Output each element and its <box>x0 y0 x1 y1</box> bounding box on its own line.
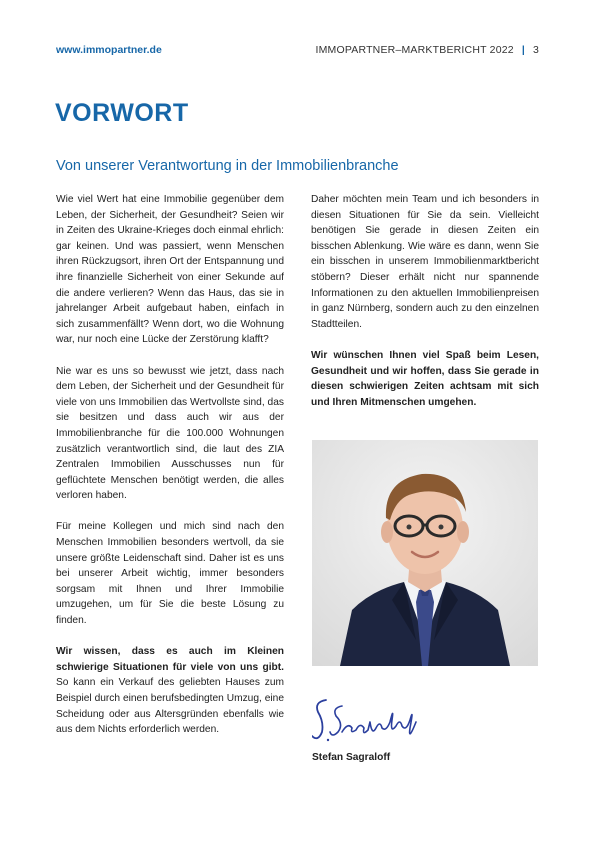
portrait-illustration <box>312 440 538 666</box>
header-separator: | <box>521 44 525 56</box>
running-header <box>315 44 539 56</box>
paragraph-4 <box>56 644 284 738</box>
paragraph-3: Für meine Kollegen und mich sind nach den Menschen Immobilien besonders wertvoll, da sie unsere größte Leidenschaft sind. Daher ist es uns bei unserer Arbeit wichtig, immer besonders sorgsam mit Ihnen und Ihrer Immobilie umzugehen, um für Sie die beste Lösung zu finden. <box>56 521 284 627</box>
paragraph-4-body: So kann ein Verkauf des geliebten Hauses zum Beispiel durch einen berufsbedingten Umzug, eine Scheidung oder aus Altersgründen ebenfalls wie aus dem Nichts erforderlich werden. <box>56 677 284 736</box>
left-text-column <box>56 192 284 753</box>
paragraph-1: Wie viel Wert hat eine Immobilie gegenüber dem Leben, der Sicherheit, der Gesundheit? Seien wir in Zeiten des Ukraine-Krieges doch einmal ehrlich: gar keinen. Und was passiert, wenn Menschen ihren Rückzugsort, ihren Ort der Entspannung und ihre finanzielle Sicherheit von einer Sekunde auf die andere verlieren? Wenn das Haus, das sie in jahrelanger Arbeit aufgebaut haben, einfach in sich zusammenfällt? Wenn dort, wo die Wohnung war, nur noch eine Lücke der Zerstörung klafft? <box>56 194 284 346</box>
author-portrait <box>312 440 538 666</box>
signature-graphic <box>312 692 422 748</box>
website-link[interactable]: www.immopartner.de <box>56 44 162 56</box>
paragraph-5: Daher möchten mein Team und ich besonders in diesen Situationen für Sie da sein. Vielleicht benötigen Sie gerade in diesen Zeiten ein bisschen Ablenkung. Wie wäre es dann, wenn Sie ein bisschen in unserem Immobilienmarktbericht stöbern? Dieser erhält nicht nur spannende Informationen zu den aktuellen Immobilienpreisen in ganz Nürnberg, sondern auch zu den einzelnen Stadtteilen. <box>311 194 539 330</box>
page-number: 3 <box>532 44 539 56</box>
paragraph-4-lead: Wir wissen, dass es auch im Kleinen schwierige Situationen für viele von uns gibt. <box>56 646 284 673</box>
page-title: VORWORT <box>55 99 189 127</box>
handwritten-signature <box>312 692 422 748</box>
page-subtitle: Von unserer Verantwortung in der Immobilienbranche <box>56 158 399 174</box>
author-name: Stefan Sagraloff <box>312 752 391 763</box>
closing-wishes: Wir wünschen Ihnen viel Spaß beim Lesen, Gesundheit und wir hoffen, dass Sie gerade in diesen schwierigen Zeiten achtsam mit sich und Ihren Mitmenschen umgehen. <box>311 349 539 408</box>
paragraph-2: Nie war es uns so bewusst wie jetzt, dass nach dem Leben, der Sicherheit und der Gesundheit für viele von uns Immobilien das Wertvollste sind, das sie besitzen und dass auch wir aus der Immobilienbranche für die 100.000 Wohnungen zusätzlich verantwortlich sind, die laut des ZIA Zentralen Immobilien Ausschusses nun für geflüchtete Menschen benötigt werden, die alles verloren haben. <box>56 365 284 502</box>
right-text-column <box>311 192 539 426</box>
report-title: IMMOPARTNER–MARKTBERICHT 2022 <box>315 44 514 56</box>
